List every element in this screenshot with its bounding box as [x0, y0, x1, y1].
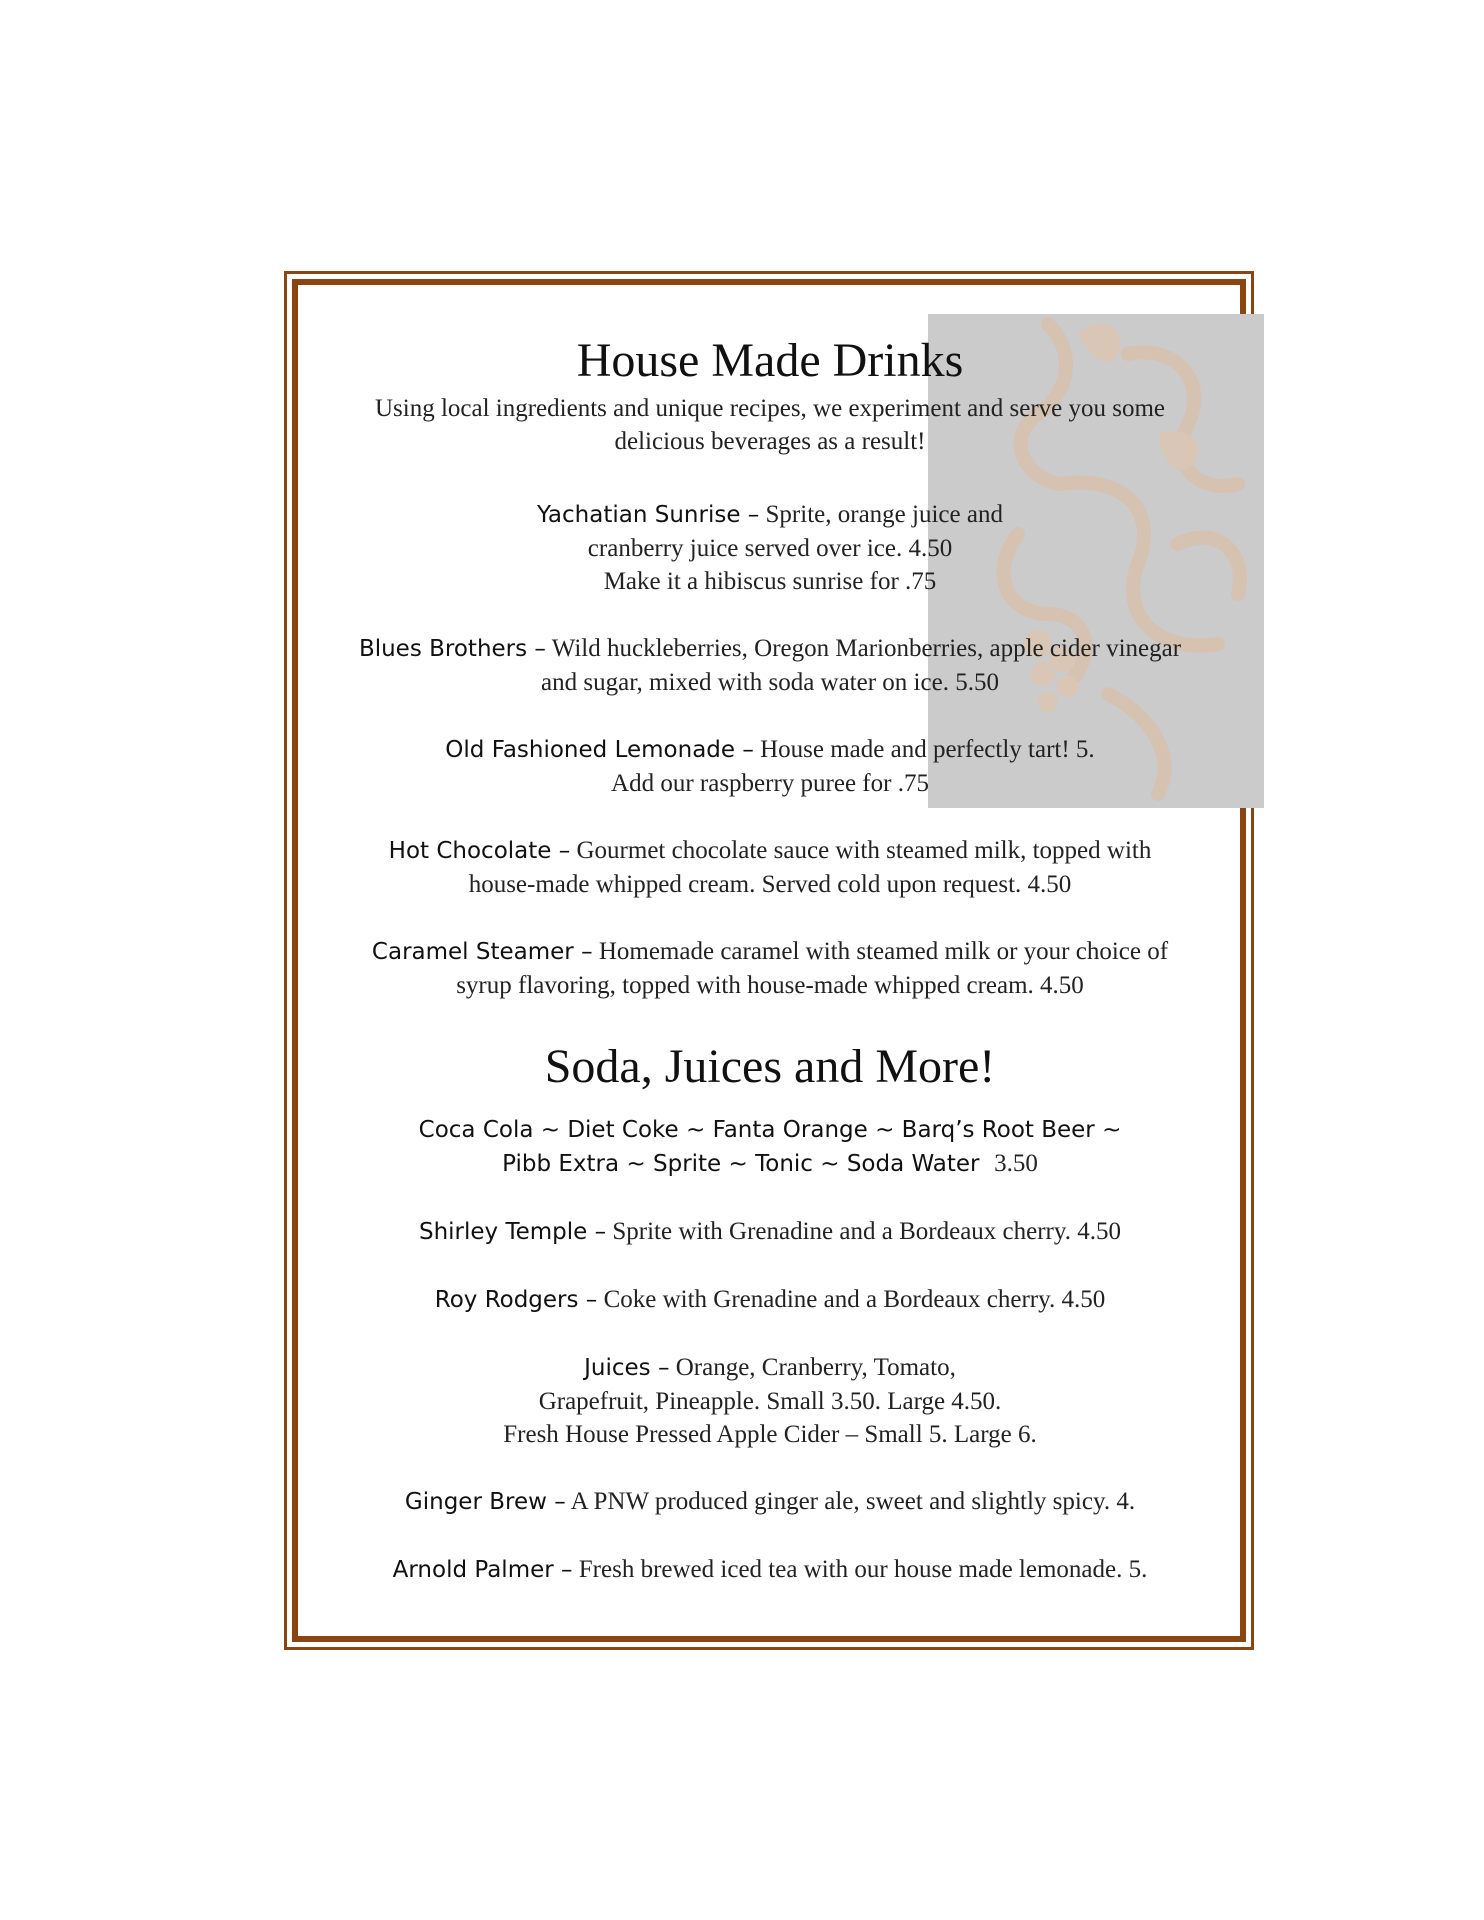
item-description: Fresh House Pressed Apple Cider – Small 5. Large 6. [503, 1421, 1037, 1448]
menu-item-shirley-temple [300, 1215, 1240, 1249]
menu-item-arnold-palmer [300, 1553, 1240, 1587]
menu-item-yachatian-sunrise [300, 498, 1240, 598]
menu-item-juices [300, 1351, 1240, 1451]
item-description: house-made whipped cream. Served cold upon request. 4.50 [468, 871, 1072, 898]
intro-line: delicious beverages as a result! [614, 428, 926, 455]
menu-content [300, 330, 1240, 1621]
item-name: Ginger Brew – [404, 1489, 566, 1515]
menu-item-roy-rodgers [300, 1283, 1240, 1317]
item-description: Grapefruit, Pineapple. Small 3.50. Large 4.50. [538, 1388, 1002, 1415]
item-name: Juices – [584, 1355, 670, 1381]
item-name: Caramel Steamer – [371, 939, 593, 965]
item-description: Fresh brewed iced tea with our house made lemonade. 5. [578, 1556, 1148, 1583]
menu-item-ginger-brew [300, 1485, 1240, 1519]
item-description: House made and perfectly tart! 5. [760, 736, 1095, 763]
item-name: Yachatian Sunrise – [537, 502, 760, 528]
item-description: Sprite, orange juice and [765, 501, 1003, 528]
item-description: and sugar, mixed with soda water on ice. 5.50 [541, 669, 999, 696]
soda-list-line: Coca Cola ~ Diet Coke ~ Fanta Orange ~ Barq’s Root Beer ~ [418, 1117, 1122, 1143]
soda-juices-heading: Soda, Juices and More! [544, 1040, 996, 1093]
item-name: Old Fashioned Lemonade – [445, 737, 754, 763]
item-description: cranberry juice served over ice. 4.50 [587, 535, 953, 562]
item-description: Sprite with Grenadine and a Bordeaux cherry. 4.50 [612, 1218, 1122, 1245]
item-description: Gourmet chocolate sauce with steamed milk, topped with [576, 837, 1152, 864]
item-name: Roy Rodgers – [434, 1287, 598, 1313]
item-description: Coke with Grenadine and a Bordeaux cherry. 4.50 [603, 1286, 1106, 1313]
soda-price: 3.50 [994, 1150, 1038, 1177]
soda-list-line: Pibb Extra ~ Sprite ~ Tonic ~ Soda Water [502, 1151, 980, 1177]
item-description: A PNW produced ginger ale, sweet and slightly spicy. 4. [570, 1488, 1136, 1515]
item-description: syrup flavoring, topped with house-made whipped cream. 4.50 [456, 972, 1084, 999]
intro-line: Using local ingredients and unique recipes, we experiment and serve you some [374, 395, 1166, 422]
menu-item-blues-brothers [300, 632, 1240, 699]
item-description: Wild huckleberries, Oregon Marionberries, apple cider vinegar [551, 635, 1182, 662]
house-made-intro [300, 392, 1240, 458]
item-description: Orange, Cranberry, Tomato, [675, 1354, 956, 1381]
item-name: Blues Brothers – [358, 636, 546, 662]
item-addon: Add our raspberry puree for .75 [611, 770, 929, 797]
item-name: Shirley Temple – [418, 1219, 607, 1245]
item-addon: Make it a hibiscus sunrise for .75 [603, 568, 937, 595]
menu-item-hot-chocolate [300, 834, 1240, 901]
menu-item-caramel-steamer [300, 935, 1240, 1002]
item-name: Hot Chocolate – [388, 838, 571, 864]
menu-item-old-fashioned-lemonade [300, 733, 1240, 800]
item-description: Homemade caramel with steamed milk or your choice of [598, 938, 1169, 965]
soda-list [300, 1114, 1240, 1181]
item-name: Arnold Palmer – [392, 1557, 573, 1583]
house-made-drinks-heading: House Made Drinks [576, 334, 964, 387]
